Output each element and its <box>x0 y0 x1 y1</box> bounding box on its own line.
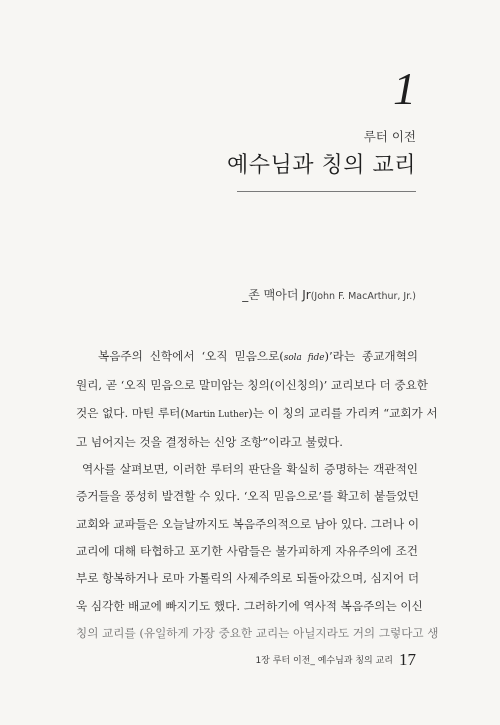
author-name: _존 맥아더 Jr <box>242 288 311 302</box>
paragraph-2-line-2: 증거들을 풍성히 발견할 수 있다. ‘오직 믿음으로’를 확고히 붙들었던 <box>76 489 419 504</box>
paragraph-1-line-1 <box>76 343 418 372</box>
paragraph-1-line-2: 원리, 곧 ‘오직 믿음으로 말미암는 칭의(이신칭의)’ 교리보다 더 중요한 <box>76 378 428 393</box>
chapter-subtitle: 루터 이전 <box>363 129 416 144</box>
text-run: 것은 없다. 마틴 루터( <box>76 405 185 420</box>
paragraph-2-line-3: 교회와 교파들은 오늘날까지도 복음주의적으로 남아 있다. 그러나 이 <box>76 516 420 531</box>
english-name: Martin Luther <box>184 409 249 420</box>
running-head: 1장 루터 이전_ 예수님과 칭의 교리 <box>255 656 393 666</box>
paragraph-1-line-4: 고 넘어지는 것을 결정하는 신앙 조항”이라고 불렀다. <box>76 434 343 449</box>
author-byline <box>242 286 416 303</box>
text-run: )’라는 종교개혁의 <box>324 349 418 363</box>
paragraph-1-line-3 <box>76 400 438 429</box>
text-run: )는 이 칭의 교리를 가리켜 “교회가 서 <box>248 405 438 420</box>
paragraph-2-line-7: 칭의 교리를 (유일하게 가장 중요한 교리는 아닐지라도 거의 그렇다고 생 <box>76 625 439 640</box>
page-number: 17 <box>399 650 416 669</box>
latin-term: sola fide <box>283 353 325 363</box>
title-divider <box>237 191 416 192</box>
paragraph-2-line-6: 욱 심각한 배교에 빠지기도 했다. 그러하기에 역사적 복음주의는 이신 <box>76 598 423 613</box>
paragraph-2-line-1: 역사를 살펴보면, 이러한 루터의 판단을 확실히 증명하는 객관적인 <box>82 462 418 477</box>
chapter-number: 1 <box>393 63 416 114</box>
body-text <box>76 343 439 647</box>
paragraph-2-line-5: 부로 항복하거나 로마 가톨릭의 사제주의로 되돌아갔으며, 심지어 더 <box>76 571 420 586</box>
chapter-title: 예수님과 칭의 교리 <box>226 153 416 178</box>
text-run: 복음주의 신학에서 ‘오직 믿음으로( <box>98 349 284 363</box>
author-name-english: (John F. MacArthur, Jr.) <box>310 291 416 302</box>
paragraph-2-line-4: 교리에 대해 타협하고 포기한 사람들은 불가피하게 자유주의에 조건 <box>76 544 418 559</box>
page-footer <box>255 650 416 670</box>
